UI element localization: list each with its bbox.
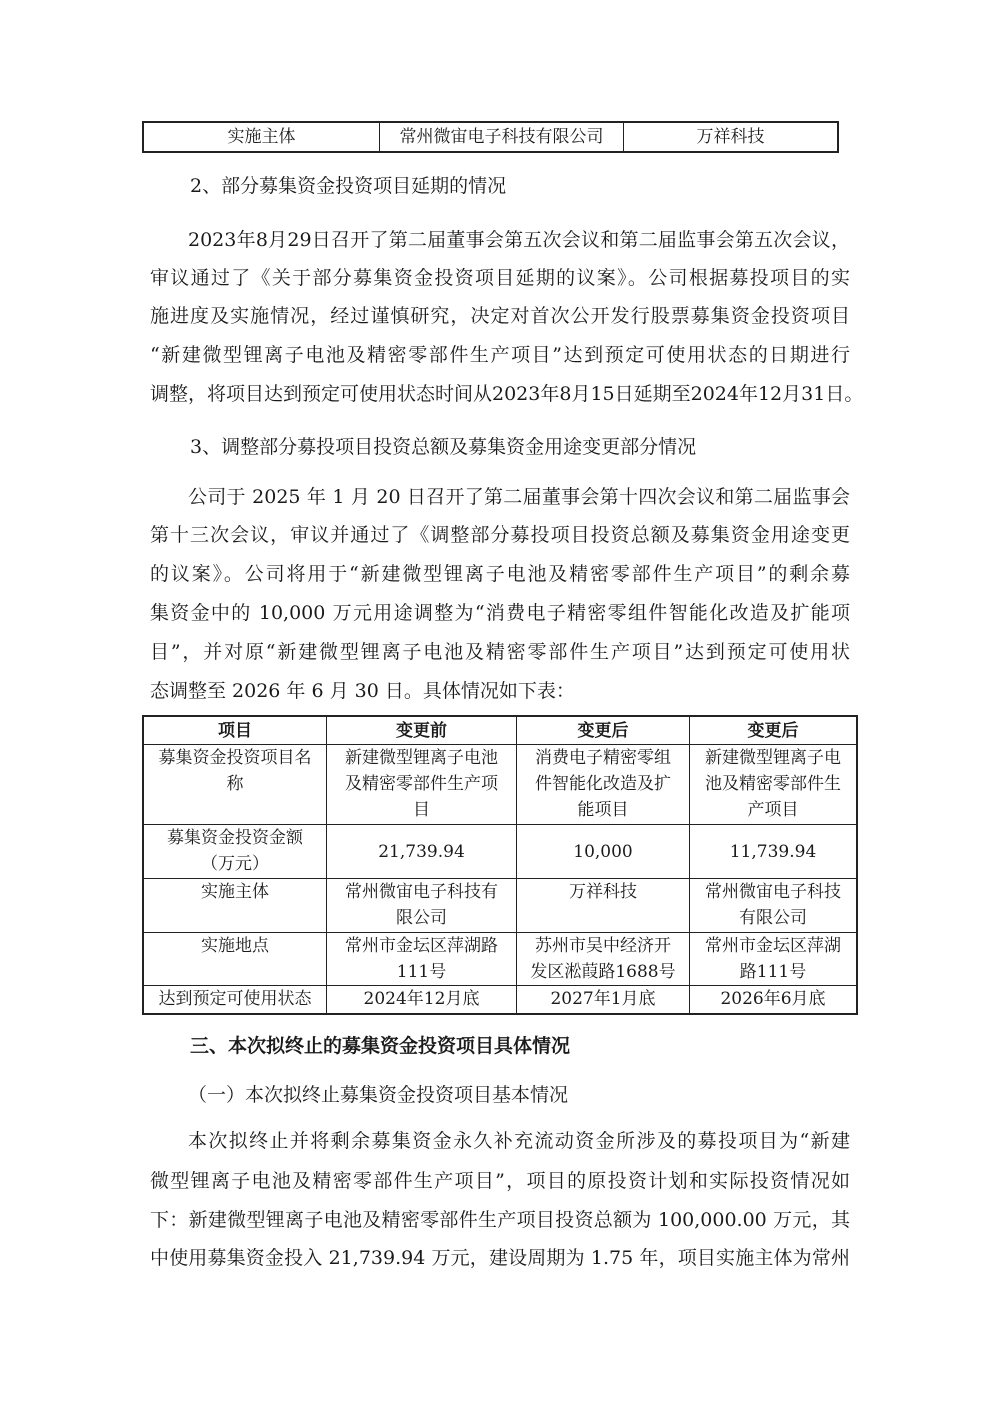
paragraph-line: 下：新建微型锂离子电池及精密零部件生产项目投资总额为 100,000.00 万元，其 [150, 1209, 850, 1231]
table-cell [327, 825, 517, 879]
table-cell [143, 879, 327, 933]
cell-line: （万元） [201, 854, 269, 874]
table-cell: 常州微宙电子科技有限公司 [380, 122, 624, 152]
implementation-entity-table [142, 121, 839, 153]
table-cell [690, 933, 858, 986]
table-cell [517, 933, 690, 986]
paragraph-line: 态调整至 2026 年 6 月 30 日。具体情况如下表： [150, 680, 575, 702]
table-cell [690, 986, 858, 1014]
paragraph-line: 的议案》。公司将用于“新建微型锂离子电池及精密零部件生产项目”的剩余募 [150, 563, 850, 585]
cell-line: 新建微型锂离子电 [705, 748, 841, 768]
paragraph-line: 本次拟终止并将剩余募集资金永久补充流动资金所涉及的募投项目为“新建 [188, 1130, 850, 1152]
cell-line: 募集资金投资金额 [167, 828, 303, 848]
cell-line: 称 [226, 774, 244, 794]
cell-line: 募集资金投资项目名 [158, 748, 312, 768]
table-row [143, 933, 857, 986]
paragraph-line: 第十三次会议，审议并通过了《调整部分募投项目投资总额及募集资金用途变更 [150, 524, 850, 546]
paragraph-line: 中使用募集资金投入 21,739.94 万元，建设周期为 1.75 年，项目实施主体为常州 [150, 1247, 850, 1269]
paragraph-line: 公司于 2025 年 1 月 20 日召开了第二届董事会第十四次会议和第二届监事会 [188, 486, 850, 508]
column-header: 变更后 [517, 716, 690, 745]
table-cell [327, 933, 517, 986]
table-cell [143, 825, 327, 879]
table-header-row [143, 716, 857, 745]
table-cell [690, 879, 858, 933]
table-cell: 万祥科技 [624, 122, 839, 152]
cell-line: 达到预定可使用状态 [158, 989, 312, 1010]
section-heading: 3、调整部分募投项目投资总额及募集资金用途变更部分情况 [190, 436, 697, 458]
table-cell [517, 745, 690, 825]
cell-line: 21,739.94 [378, 841, 465, 862]
table-row [143, 745, 857, 825]
cell-line: 实施地点 [201, 936, 269, 956]
table-cell [143, 986, 327, 1014]
table-cell [517, 825, 690, 879]
cell-line: 及精密零部件生产项 [345, 774, 498, 794]
paragraph-line: “新建微型锂离子电池及精密零部件生产项目”达到预定可使用状态的日期进行 [150, 344, 850, 366]
cell-line: 限公司 [396, 908, 447, 928]
table-cell [517, 879, 690, 933]
paragraph-line: 调整，将项目达到预定可使用状态时间从2023年8月15日延期至2024年12月31日。 [150, 383, 864, 405]
part-heading: 三、本次拟终止的募集资金投资项目具体情况 [190, 1035, 571, 1057]
table-cell [517, 986, 690, 1014]
paragraph-line: 目”，并对原“新建微型锂离子电池及精密零部件生产项目”达到预定可使用状 [150, 641, 850, 663]
cell-line: 11,739.94 [729, 841, 817, 862]
paragraph-line: 2023年8月29日召开了第二届董事会第五次会议和第二届监事会第五次会议， [188, 229, 850, 251]
paragraph-line: 微型锂离子电池及精密零部件生产项目”，项目的原投资计划和实际投资情况如 [150, 1170, 850, 1192]
table-cell [690, 825, 858, 879]
change-table [142, 715, 858, 1015]
column-header: 项目 [143, 716, 327, 745]
column-header: 变更后 [690, 716, 858, 745]
cell-line: 常州市金坛区萍湖 [705, 936, 841, 956]
cell-line: 发区淞葭路1688号 [530, 962, 676, 982]
cell-line: 有限公司 [739, 908, 807, 928]
paragraph-line: 集资金中的 10,000 万元用途调整为“消费电子精密零组件智能化改造及扩能项 [150, 602, 850, 624]
table-row [143, 825, 857, 879]
cell-line: 2027年1月底 [550, 989, 656, 1010]
cell-line: 消费电子精密零组 [535, 748, 671, 768]
table-cell [690, 745, 858, 825]
cell-line: 路111号 [739, 962, 807, 982]
table-cell [327, 879, 517, 933]
cell-line: 万祥科技 [569, 882, 637, 902]
cell-line: 苏州市吴中经济开 [535, 936, 671, 956]
cell-line: 实施主体 [201, 882, 269, 902]
cell-line: 2024年12月底 [363, 989, 480, 1010]
table-cell: 实施主体 [143, 122, 380, 152]
cell-line: 新建微型锂离子电池 [345, 748, 498, 768]
cell-line: 产项目 [747, 800, 799, 820]
cell-line: 111号 [396, 962, 447, 982]
cell-line: 常州市金坛区萍湖路 [345, 936, 498, 956]
section-heading: 2、部分募集资金投资项目延期的情况 [190, 175, 507, 197]
subsection-heading: （一）本次拟终止募集资金投资项目基本情况 [188, 1084, 569, 1106]
table-cell [143, 745, 327, 825]
paragraph-line: 施进度及实施情况，经过谨慎研究，决定对首次公开发行股票募集资金投资项目 [150, 305, 850, 327]
cell-line: 池及精密零部件生 [705, 774, 841, 794]
column-header: 变更前 [327, 716, 517, 745]
paragraph-line: 审议通过了《关于部分募集资金投资项目延期的议案》。公司根据募投项目的实 [150, 267, 850, 289]
cell-line: 能项目 [577, 800, 629, 820]
table-row [143, 122, 838, 152]
table-cell [327, 986, 517, 1014]
table-cell [143, 933, 327, 986]
cell-line: 件智能化改造及扩 [535, 774, 671, 794]
cell-line: 目 [413, 800, 430, 820]
cell-line: 常州微宙电子科技 [705, 882, 841, 902]
cell-line: 2026年6月底 [720, 989, 826, 1010]
table-row [143, 879, 857, 933]
table-row [143, 986, 857, 1014]
cell-line: 10,000 [573, 841, 633, 862]
cell-line: 常州微宙电子科技有 [345, 882, 498, 902]
table-cell [327, 745, 517, 825]
